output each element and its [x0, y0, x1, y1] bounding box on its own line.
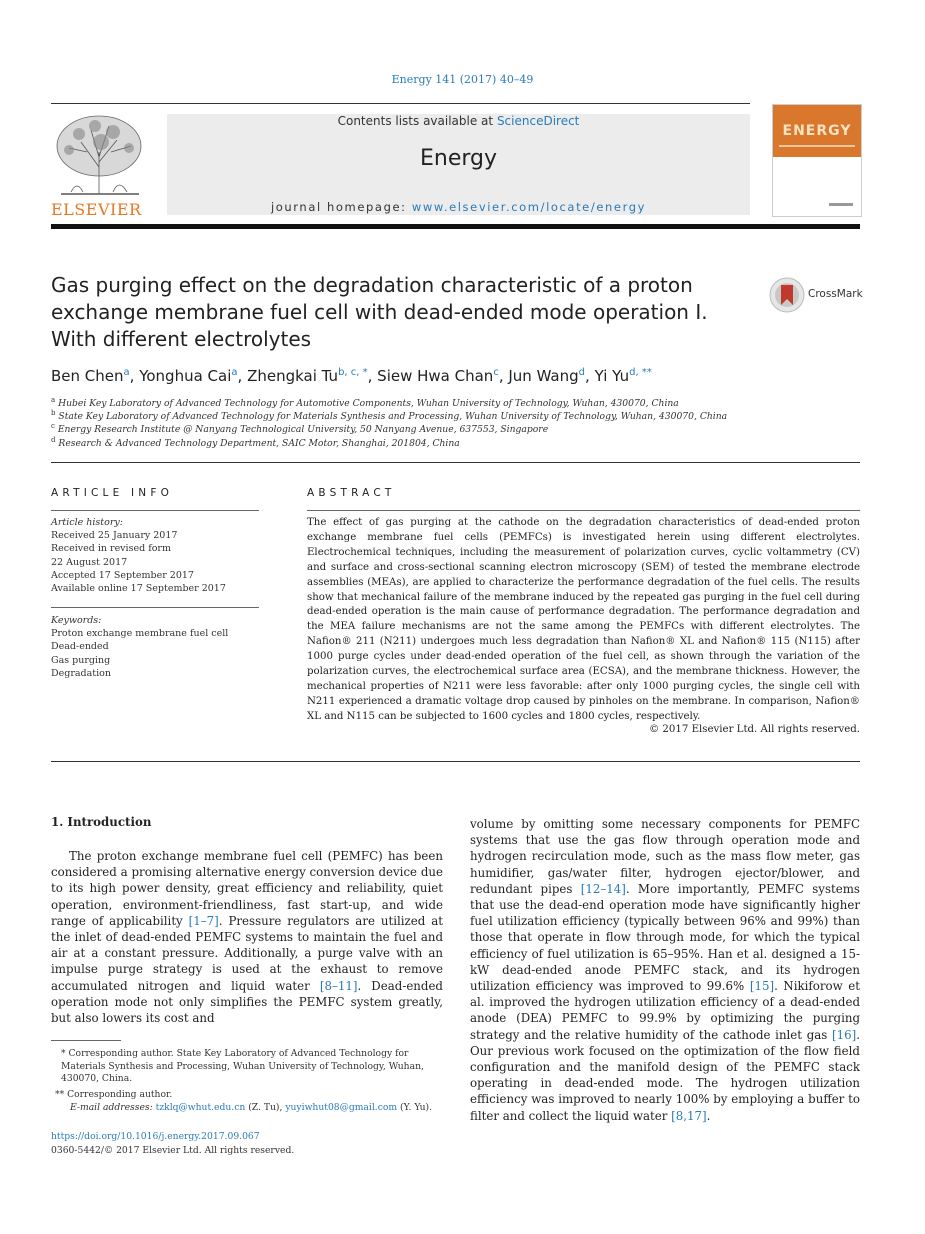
keyword: Proton exchange membrane fuel cell: [51, 628, 229, 640]
header-top-rule: [51, 103, 750, 104]
elsevier-tree-logo: [51, 112, 146, 198]
history-item: Accepted 17 September 2017: [51, 569, 194, 581]
intro-column-right: [470, 816, 860, 1124]
abstract-bottom-rule: [51, 761, 860, 762]
author-affil-sup[interactable]: d: [578, 367, 586, 378]
paragraph-text: . Nikiforow et al. improved the hydrogen utilization efficiency of a dead-ended anode (DEA) PEMFC to 99.9% by optimizing the purging strategy and the relative humidity of the cathode inlet gas: [470, 979, 860, 1042]
footnote-rule: [51, 1040, 121, 1041]
email-link[interactable]: tzklq@whut.edu.cn: [155, 1102, 246, 1113]
history-item: Received 25 January 2017: [51, 530, 178, 542]
email-link[interactable]: yuyiwhut08@gmail.com: [285, 1102, 398, 1113]
affiliation-text: Energy Research Institute @ Nanyang Technological University, 50 Nanyang Avenue, 637553, Singapore: [57, 424, 549, 436]
journal-name: Energy: [419, 146, 498, 171]
author-separator: ,: [237, 367, 248, 385]
email-owner: (Z. Tu),: [245, 1102, 286, 1113]
elsevier-wordmark: ELSEVIER: [51, 200, 142, 219]
article-history: [51, 516, 259, 595]
affiliation: [51, 396, 851, 409]
crossmark-icon: [769, 277, 805, 313]
author: Ben Chen: [51, 367, 124, 385]
issn-line: 0360-5442/© 2017 Elsevier Ltd. All rights reserved.: [51, 1145, 295, 1156]
author-affil-sup[interactable]: c: [493, 367, 499, 378]
affiliation-text: Research & Advanced Technology Department, SAIC Motor, Shanghai, 201804, China: [58, 438, 460, 450]
email-owner: (Y. Yu).: [397, 1102, 433, 1113]
paragraph-text: .: [706, 1108, 711, 1123]
reference-link[interactable]: [12–14]: [580, 881, 626, 896]
keywords: [51, 614, 259, 680]
abstract-rule: [307, 510, 860, 511]
paragraph-text: . More importantly, PEMFC systems that use the dead-end operation mode have significantly higher fuel utilization efficiency (typically between 96% and 99%) than those that operate in flow through mode, for which the typical efficiency of fuel utilization is 65–95%. Han et al. designed a 15-kW dead-ended anode PEMFC stack, and its hydrogen utilization efficiency was improved to 99.6%: [470, 881, 860, 994]
paragraph-text: . Our previous work focused on the optimization of the flow field configuration and the manifold design of the PEMFC stack operating in dead-ended mode. The hydrogen utilization efficiency was improved to nearly 100% by employing a buffer to filter and collect the liquid water: [470, 1027, 860, 1123]
section-heading-introduction: 1. Introduction: [51, 815, 152, 829]
abstract-copyright: © 2017 Elsevier Ltd. All rights reserved.: [648, 724, 860, 735]
history-item: Available online 17 September 2017: [51, 583, 226, 595]
reference-link[interactable]: [8–11]: [319, 978, 358, 993]
intro-column-left: [51, 848, 443, 1026]
homepage-prefix: journal homepage:: [270, 200, 412, 214]
author: Zhengkai Tu: [247, 367, 339, 385]
contents-line: [167, 114, 750, 128]
abstract-label: ABSTRACT: [307, 487, 396, 499]
author: Yi Yu: [594, 367, 630, 385]
reference-link[interactable]: [15]: [749, 979, 775, 994]
email-label: E-mail addresses:: [70, 1102, 156, 1113]
author-list: [51, 367, 851, 385]
keyword: Dead-ended: [51, 641, 109, 653]
article-title: Gas purging effect on the degradation characteristic of a proton exchange membrane fuel cell with dead-ended mode operation I. With different electrolytes: [51, 273, 708, 351]
footnote-corresponding-1: * Corresponding author. State Key Laboratory of Advanced Technology for Materials Synthesis and Processing, Wuhan University of Technology, Wuhan, 430070, China.: [61, 1048, 424, 1085]
affiliation: [51, 409, 851, 422]
paragraph-text: volume by omitting some necessary components for PEMFC systems that use the gas flow through operation mode and hydrogen recirculation mode, such as the mass flow meter, gas humidifier, gas/water filter, hydrogen ejector/blower, and redundant pipes: [470, 817, 860, 896]
author: Jun Wang: [508, 367, 579, 385]
history-item: Received in revised form: [51, 543, 171, 555]
reference-link[interactable]: [1–7]: [188, 913, 219, 928]
article-info-rule: [51, 510, 259, 511]
sciencedirect-link[interactable]: ScienceDirect: [496, 114, 580, 128]
history-item: 22 August 2017: [51, 556, 128, 568]
cover-title: ENERGY: [782, 123, 852, 139]
author-affil-sup[interactable]: a: [123, 367, 130, 378]
author-affil-sup[interactable]: d, **: [629, 367, 652, 378]
footnote-corresponding-2: ** Corresponding author.: [55, 1089, 173, 1100]
affiliation-key: d: [51, 436, 56, 444]
author: Yonghua Cai: [139, 367, 232, 385]
author-separator: ,: [129, 367, 140, 385]
author-separator: ,: [367, 367, 378, 385]
crossmark-badge[interactable]: [769, 277, 864, 313]
affiliation-key: a: [51, 396, 56, 404]
cover-footer-mark: [829, 203, 853, 206]
keyword: Gas purging: [51, 654, 111, 666]
affiliation: [51, 436, 851, 449]
journal-header-box: [167, 114, 750, 215]
paragraph-text: The proton exchange membrane fuel cell (PEMFC) has been considered a promising alternative energy conversion device due to its high power density, great efficiency and reliability, quiet operation, environment-friendliness, fast start-up, and wide range of applicability: [51, 849, 443, 928]
paragraph-text: . Pressure regulators are utilized at the inlet of dead-ended PEMFC systems to maintain the fuel and air at a constant pressure. Additionally, a purge valve with an impulse purge strategy is used at the exhaust to remove accumulated nitrogen and liquid water: [51, 913, 443, 993]
journal-citation[interactable]: Energy 141 (2017) 40–49: [391, 73, 534, 86]
footnote-emails: [51, 1102, 443, 1115]
keywords-label: Keywords:: [51, 615, 102, 626]
header-thick-rule: [51, 224, 860, 229]
section-rule: [51, 462, 860, 463]
reference-link[interactable]: [8,17]: [671, 1108, 707, 1123]
journal-homepage: [167, 200, 750, 214]
author-affil-sup[interactable]: b, c, *: [338, 367, 368, 378]
author-separator: ,: [585, 367, 595, 385]
affiliation-key: c: [51, 422, 55, 430]
journal-cover-thumbnail[interactable]: [772, 104, 862, 217]
history-label: Article history:: [51, 517, 123, 528]
author-separator: ,: [498, 367, 509, 385]
homepage-link[interactable]: www.elsevier.com/locate/energy: [411, 200, 646, 214]
article-info-label: ARTICLE INFO: [51, 487, 174, 499]
affiliation-text: Hubei Key Laboratory of Advanced Technology for Automotive Components, Wuhan University of Technology, Wuhan, 430070, China: [58, 398, 679, 410]
reference-link[interactable]: [16]: [832, 1027, 857, 1042]
author: Siew Hwa Chan: [377, 367, 494, 385]
abstract-text: The effect of gas purging at the cathode on the degradation characteristics of dead-ended proton exchange membrane fuel cells (PEMFCs) is investigated herein using different electrolytes. Electrochemical techniques, including the measurement of polarization curves, cyclic voltammetry (CV) and surface and cross-sectional scanning electron microscopy (SEM) of tested the membrane electrode assemblies (MEAs), are applied to characterize the performance degradation of the fuel cells. The results show that mechanical failure of the membrane induced by the repeated gas purging in the fuel cell during dead-ended operation is the main cause of performance degradation. The performance degradation and the MEA failure mechanisms are not the same among the PEMFCs with different electrolytes. The Nafion® 211 (N211) undergoes much less degradation than Nafion® XL and Nafion® 115 (N115) after 1000 purge cycles under dead-ended operation of the fuel cell, as shown through the variation of the polarization curves, the electrochemical surface area (ECSA), and the membrane thickness. However, the mechanical properties of N211 were less favorable: after only 1000 purging cycles, the single cell with N211 experienced a dramatic voltage drop caused by pinholes on the membrane. In comparison, Nafion® XL and N115 can be subjected to 1600 cycles and 1800 cycles, respectively.: [307, 517, 860, 722]
affiliation-key: b: [51, 409, 56, 417]
cover-stripe: [779, 145, 855, 147]
keywords-rule: [51, 607, 259, 608]
crossmark-label: CrossMark: [808, 288, 863, 300]
doi-link[interactable]: https://doi.org/10.1016/j.energy.2017.09.067: [51, 1131, 260, 1142]
paragraph-text: . Dead-ended operation mode not only simplifies the PEMFC system greatly, but also lowers its cost and: [51, 978, 443, 1026]
affiliation: [51, 422, 851, 435]
contents-prefix: Contents lists available at: [337, 114, 497, 128]
author-affil-sup[interactable]: a: [231, 367, 238, 378]
affiliation-text: State Key Laboratory of Advanced Technology for Materials Synthesis and Processing, Wuhan University of Technology, Wuhan, 430070, China: [58, 411, 728, 423]
keyword: Degradation: [51, 667, 111, 679]
